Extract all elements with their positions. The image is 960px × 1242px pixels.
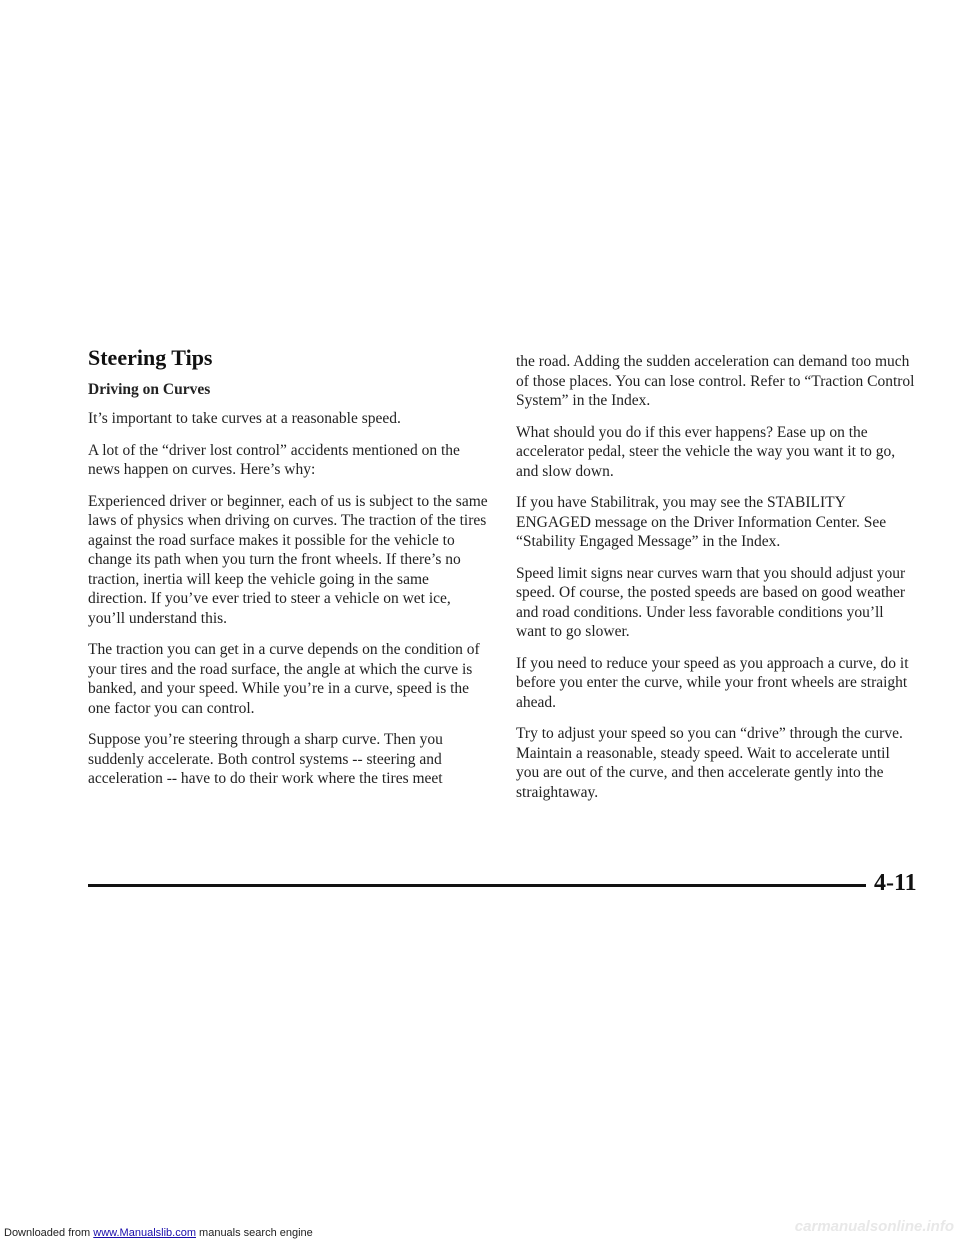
page-number: 4-11	[874, 870, 917, 896]
paragraph: The traction you can get in a curve depends on the condition of your tires and the road surface, the angle at which the curve is banked, and your speed. While you’re in a curve, speed is the one factor you can control.	[88, 641, 480, 717]
download-footer	[4, 1227, 313, 1239]
paragraph: If you have Stabilitrak, you may see the STABILITY ENGAGED message on the Driver Information Center. See “Stability Engaged Message” in the Index.	[516, 494, 887, 550]
subsection-title: Driving on Curves	[88, 381, 211, 398]
watermark: carmanualsonline.info	[794, 1218, 954, 1235]
left-column	[88, 345, 488, 801]
paragraph: It’s important to take curves at a reasonable speed.	[88, 410, 401, 427]
footer-prefix: Downloaded from	[4, 1227, 94, 1239]
paragraph: the road. Adding the sudden acceleration can demand too much of those places. You can lose control. Refer to “Traction Control System” in the Index.	[516, 353, 915, 409]
footer-suffix: manuals search engine	[195, 1227, 313, 1239]
right-column	[516, 352, 916, 814]
manualslib-link[interactable]: www.Manualslib.com	[93, 1227, 196, 1239]
paragraph: If you need to reduce your speed as you approach a curve, do it before you enter the curve, while your front wheels are straight ahead.	[516, 654, 909, 711]
paragraph: Try to adjust your speed so you can “drive” through the curve. Maintain a reasonable, steady speed. Wait to accelerate until you are out of the curve, and then accelerate gently into the straightaway.	[516, 725, 903, 801]
paragraph: What should you do if this ever happens? Ease up on the accelerator pedal, steer the vehicle the way you want it to go, and slow down.	[516, 423, 896, 480]
paragraph: Suppose you’re steering through a sharp curve. Then you suddenly accelerate. Both control systems -- steering and acceleration -- have to do their work where the tires meet	[88, 731, 443, 787]
paragraph: Experienced driver or beginner, each of us is subject to the same laws of physics when driving on curves. The traction of the tires against the road surface makes it possible for the vehicle to change its path when you turn the front wheels. If there’s no traction, inertia will keep the vehicle going in the same direction. If you’ve ever tried to steer a vehicle on wet ice, you’ll understand this.	[88, 492, 488, 627]
paragraph: Speed limit signs near curves warn that you should adjust your speed. Of course, the posted speeds are based on good weather and road conditions. Under less favorable conditions you’ll want to go slower.	[516, 564, 906, 640]
paragraph: A lot of the “driver lost control” accidents mentioned on the news happen on curves. Here’s why:	[88, 441, 460, 478]
section-title: Steering Tips	[88, 345, 213, 370]
footer-rule	[88, 884, 866, 887]
